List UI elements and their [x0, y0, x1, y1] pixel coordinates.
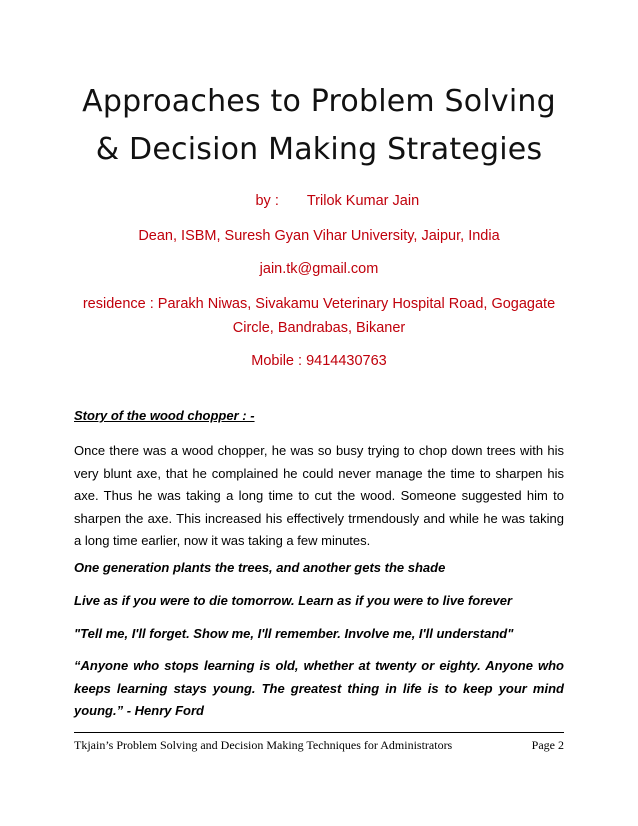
quote-4: “Anyone who stops learning is old, whether at twenty or eighty. Anyone who keeps learning stays young. The greatest thing in life is to keep your mind young.” - Henry Ford — [74, 658, 564, 718]
author-position: Dean, ISBM, Suresh Gyan Vihar University, Jaipur, India — [138, 228, 500, 244]
page-footer — [74, 732, 564, 753]
story-paragraph: Once there was a wood chopper, he was so busy trying to chop down trees with his very blunt axe, that he complained he could never manage the time to sharpen his axe. Thus he was taking a long time to cut the wood. Someone suggested him to sharpen the axe. This increased his effectively trmendously and while he was taking a long time earlier, now it was taking a few minutes. — [74, 443, 564, 548]
title-line-2: & Decision Making Strategies — [95, 132, 543, 167]
footer-title: Tkjain’s Problem Solving and Decision Making Techniques for Administrators — [74, 738, 453, 752]
page-number: Page 2 — [531, 738, 564, 752]
quote-2: Live as if you were to die tomorrow. Learn as if you were to live forever — [74, 593, 513, 608]
by-label: by : — [255, 193, 279, 209]
author-byline — [0, 193, 638, 209]
story-heading: Story of the wood chopper : - — [74, 408, 255, 423]
author-name: Trilok Kumar Jain — [306, 193, 420, 209]
title-line-1: Approaches to Problem Solving — [82, 84, 556, 119]
quote-1: One generation plants the trees, and another gets the shade — [74, 560, 446, 575]
quote-3: "Tell me, I'll forget. Show me, I'll remember. Involve me, I'll understand" — [74, 626, 514, 641]
document-title — [60, 78, 578, 174]
author-residence: residence : Parakh Niwas, Sivakamu Veterinary Hospital Road, Gogagate Circle, Bandrabas, Bikaner — [82, 296, 556, 336]
author-mobile: Mobile : 9414430763 — [251, 353, 387, 369]
author-email: jain.tk@gmail.com — [259, 261, 379, 277]
